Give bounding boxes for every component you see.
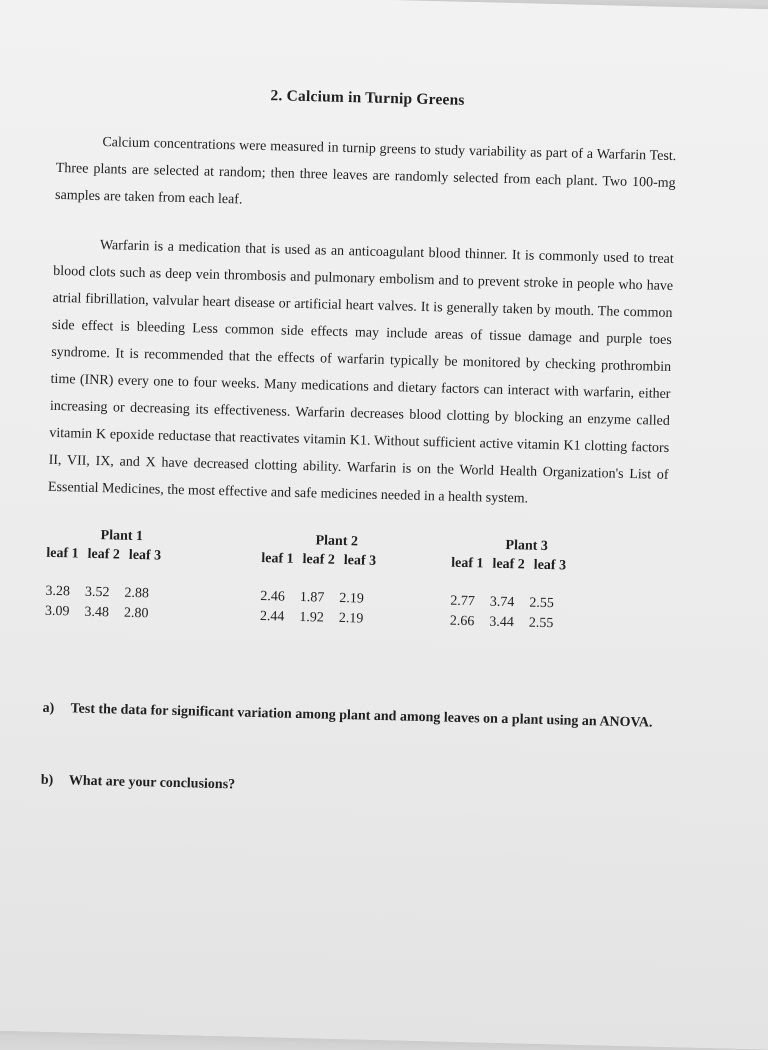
value-cell: 3.52 bbox=[84, 584, 110, 601]
plant-title: Plant 2 bbox=[315, 533, 359, 550]
plant-3-block bbox=[450, 537, 612, 636]
value-cell: 2.66 bbox=[449, 613, 475, 630]
page-title: 2. Calcium in Turnip Greens bbox=[270, 87, 465, 109]
value-cell: 2.55 bbox=[528, 615, 554, 632]
value-cell: 3.44 bbox=[489, 614, 515, 631]
plant-1-block bbox=[45, 527, 207, 626]
value-cell: 2.88 bbox=[124, 585, 150, 602]
warfarin-paragraph: Warfarin is a medication that is used as an anticoagulant blood thinner. It is commonly used to treat blood clots such as deep vein thrombosis and pulmonary embolism and to prevent stroke in people who have atrial fibrillation, valvular heart disease or artificial heart valves. It is generally taken by mouth. The common side effect is bleeding Less common side effects may include areas of tissue damage and purple toes syndrome. It is recommended that the effects of warfarin typically be monitored by checking prothrombin time (INR) every one to four weeks. Many medications and dietary factors can interact with warfarin, either increasing or decreasing its effectiveness. Warfarin decreases blood clotting by blocking an enzyme called vitamin K epoxide reductase that reactivates vitamin K1. Without sufficient active vitamin K1 clotting factors II, VII, IX, and X have decreased clotting ability. Warfarin is on the World Health Organization's List of Essential Medicines, the most effective and safe medicines needed in a health system. bbox=[47, 237, 674, 507]
leaf-header-row bbox=[46, 546, 206, 566]
leaf-label: leaf 3 bbox=[533, 557, 567, 574]
plant-title: Plant 3 bbox=[505, 537, 549, 555]
sample-row bbox=[450, 612, 610, 636]
value-cell: 2.80 bbox=[123, 605, 149, 622]
value-cell: 3.09 bbox=[44, 603, 70, 620]
value-rows bbox=[450, 592, 611, 636]
question-text: What are your conclusions? bbox=[68, 773, 236, 793]
question-a bbox=[42, 697, 662, 736]
question-letter: b) bbox=[40, 772, 54, 789]
value-cell: 2.55 bbox=[529, 595, 554, 612]
question-list bbox=[41, 697, 663, 808]
leaf-label: leaf 2 bbox=[87, 546, 121, 563]
intro-paragraph: Calcium concentrations were measured in turnip greens to study variability as part of a Warfarin Test. Three plants are selected at random; then three leaves are randomly selected from each plant. Two 100-mg samples are taken from each leaf. bbox=[54, 135, 677, 208]
question-text: Test the data for significant variation among plant and among leaves on a plant using an ANOVA. bbox=[70, 701, 653, 731]
leaf-header-row bbox=[261, 551, 421, 571]
value-rows bbox=[45, 582, 206, 626]
value-cell: 3.28 bbox=[45, 583, 71, 600]
value-rows bbox=[260, 587, 421, 631]
plant-title: Plant 1 bbox=[100, 528, 144, 545]
leaf-label: leaf 3 bbox=[343, 553, 377, 569]
leaf-label: leaf 3 bbox=[128, 547, 162, 564]
leaf-label: leaf 2 bbox=[492, 556, 525, 573]
value-cell: 2.46 bbox=[260, 589, 286, 605]
leaf-header-row bbox=[451, 556, 611, 576]
value-cell: 1.87 bbox=[299, 589, 325, 606]
calcium-data-table bbox=[44, 527, 667, 652]
question-b bbox=[41, 769, 661, 808]
value-cell: 2.19 bbox=[338, 610, 364, 627]
leaf-label: leaf 1 bbox=[261, 551, 294, 567]
value-cell: 3.74 bbox=[489, 594, 515, 611]
leaf-label: leaf 1 bbox=[46, 545, 79, 562]
leaf-label: leaf 2 bbox=[302, 552, 336, 568]
sample-row bbox=[260, 607, 420, 631]
question-letter: a) bbox=[42, 700, 55, 717]
value-cell: 3.48 bbox=[84, 604, 110, 621]
value-cell: 1.92 bbox=[299, 609, 325, 626]
value-cell: 2.19 bbox=[339, 590, 365, 607]
leaf-label: leaf 1 bbox=[451, 555, 484, 572]
document-content bbox=[39, 82, 677, 856]
value-cell: 2.77 bbox=[450, 593, 476, 610]
value-cell: 2.44 bbox=[259, 609, 285, 625]
plant-2-block bbox=[260, 532, 422, 631]
sample-row bbox=[45, 602, 205, 626]
